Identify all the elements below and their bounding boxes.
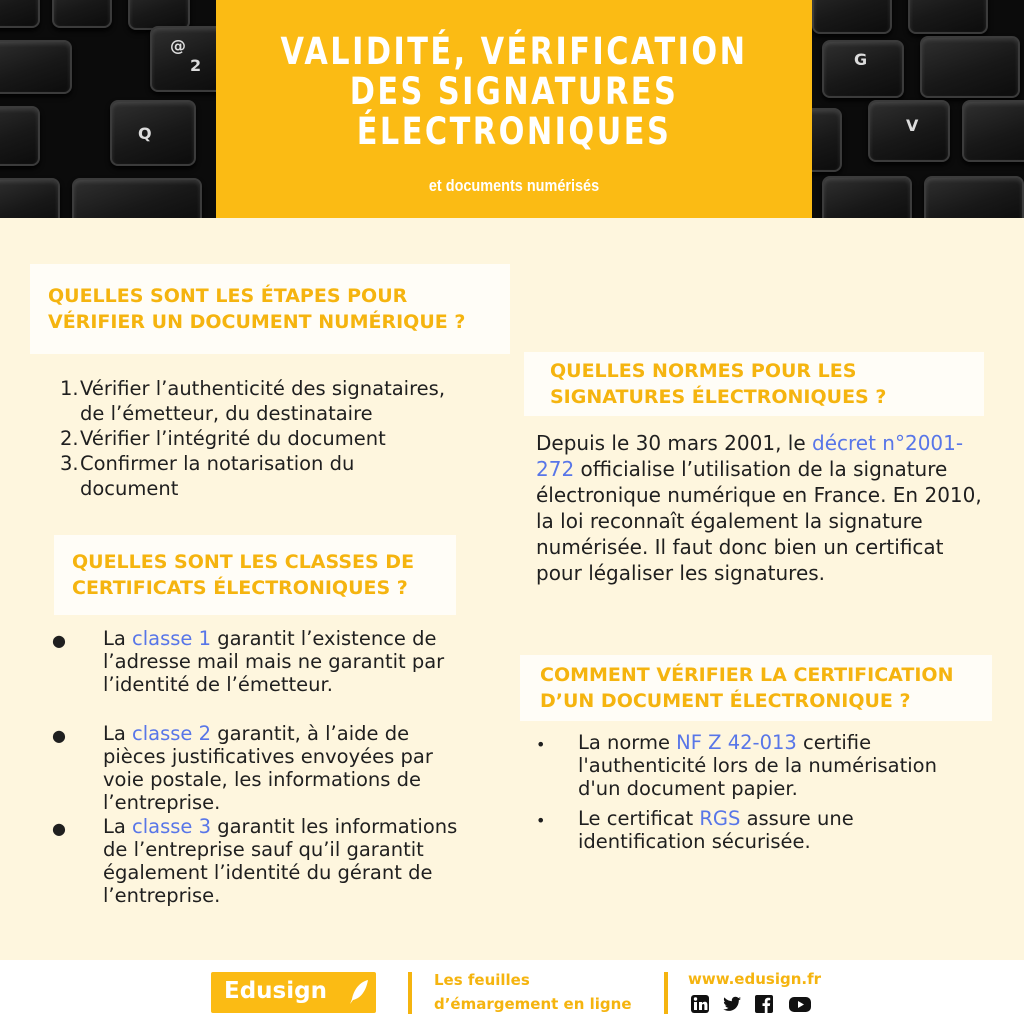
brand-name: Edusign: [224, 978, 327, 1004]
key-g: G: [822, 40, 904, 98]
list-item: 1. Vérifier l’authenticité des signataires, de l’émetteur, du destinataire: [60, 377, 446, 425]
verify-list: [534, 731, 974, 857]
classes-heading-box: [54, 535, 456, 615]
key-v: V: [868, 100, 950, 162]
title-box: [216, 0, 812, 218]
list-item: ● La classe 3 garantit les informations de l’entreprise sauf qu’il garantit également l’identité du gérant de l’entreprise.: [52, 815, 458, 907]
bullet-icon: ●: [52, 819, 66, 838]
list-item: • La norme NF Z 42-013 certifie l'authenticité lors de la numérisation d'un document papier.: [536, 731, 937, 800]
decree-link[interactable]: décret n°2001-272: [536, 431, 964, 481]
brand-logo[interactable]: [211, 972, 376, 1013]
feather-icon: [348, 979, 370, 1005]
steps-heading-box: [30, 264, 510, 354]
list-item: 3. Confirmer la notarisation du document: [60, 452, 355, 500]
bullet-icon: •: [536, 735, 546, 754]
footer: [0, 960, 1024, 1024]
steps-list: [60, 376, 490, 501]
list-item: • Le certificat RGS assure une identification sécurisée.: [536, 807, 854, 853]
keyboard-photo-left: [0, 0, 216, 218]
class-link[interactable]: classe 1: [132, 627, 212, 650]
classes-heading: QUELLES SONT LES CLASSES DE CERTIFICATS ÉLECTRONIQUES ?: [72, 551, 415, 599]
linkedin-icon[interactable]: [690, 994, 710, 1014]
bullet-icon: ●: [52, 631, 66, 650]
key-2: @ 2: [150, 26, 216, 92]
youtube-icon[interactable]: [788, 994, 812, 1014]
list-number: 3.: [60, 452, 79, 475]
page-title: VALIDITÉ, VÉRIFICATION DES SIGNATURES ÉLECTRONIQUES: [280, 30, 748, 153]
norms-heading: QUELLES NORMES POUR LES SIGNATURES ÉLECTRONIQUES ?: [550, 360, 887, 408]
list-number: 1.: [60, 377, 79, 400]
rgs-link[interactable]: RGS: [699, 807, 741, 830]
facebook-icon[interactable]: [754, 994, 774, 1014]
bullet-icon: ●: [52, 726, 66, 745]
class-link[interactable]: classe 3: [132, 815, 212, 838]
verify-heading: COMMENT VÉRIFIER LA CERTIFICATION D’UN DOCUMENT ÉLECTRONIQUE ?: [540, 664, 954, 712]
website-link[interactable]: www.edusign.fr: [688, 970, 822, 988]
header-banner: [0, 0, 1024, 218]
norm-link[interactable]: NF Z 42-013: [676, 731, 797, 754]
class-link[interactable]: classe 2: [132, 722, 212, 745]
footer-divider: [664, 972, 668, 1014]
steps-heading: QUELLES SONT LES ÉTAPES POUR VÉRIFIER UN DOCUMENT NUMÉRIQUE ?: [48, 285, 466, 333]
footer-tagline: Les feuilles d’émargement en ligne: [434, 971, 632, 1013]
list-item: ● La classe 1 garantit l’existence de l’adresse mail mais ne garantit par l’identité de l’émetteur.: [52, 627, 445, 696]
norms-heading-box: [524, 352, 984, 416]
bullet-icon: •: [536, 811, 546, 830]
list-item: 2. Vérifier l’intégrité du document: [60, 427, 386, 450]
footer-divider: [408, 972, 412, 1014]
verify-heading-box: [520, 655, 992, 721]
list-number: 2.: [60, 427, 79, 450]
page-subtitle: et documents numérisés: [428, 176, 600, 195]
twitter-icon[interactable]: [722, 994, 742, 1014]
norms-paragraph: Depuis le 30 mars 2001, le décret n°2001-272 officialise l’utilisation de la signature électronique numérique en France. En 2010, la loi reconnaît également la signature numérisée. Il faut donc bien un certificat pour légaliser les signatures.: [536, 431, 982, 585]
classes-list: [52, 627, 472, 910]
key-q: Q: [110, 100, 196, 166]
keyboard-photo-right: [812, 0, 1024, 218]
list-item: ● La classe 2 garantit, à l’aide de pièces justificatives envoyées par voie postale, les informations de l’entreprise.: [52, 722, 433, 814]
